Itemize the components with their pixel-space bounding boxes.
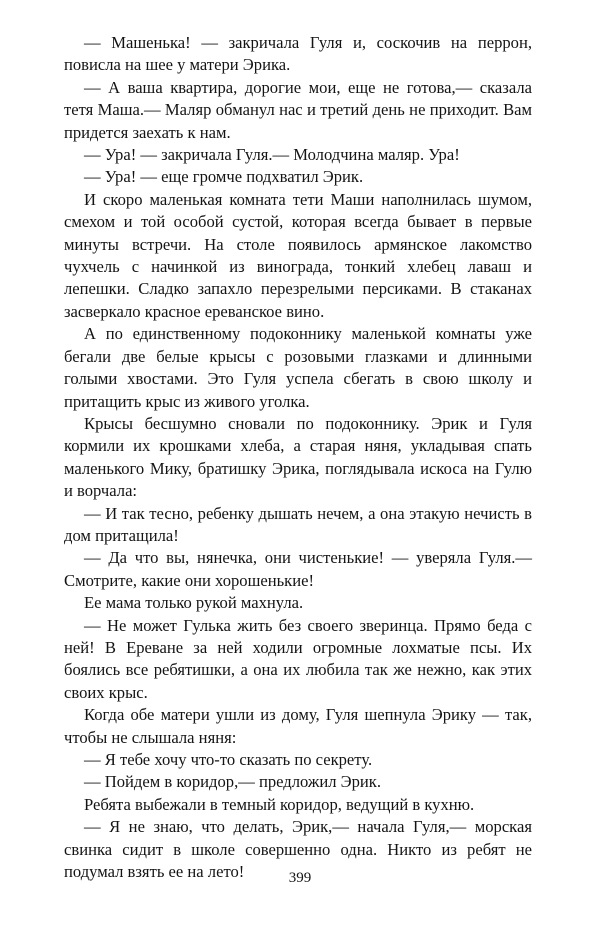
paragraph-4: — Ура! — еще громче подхватил Эрик.: [84, 167, 364, 187]
paragraph-16: — Я не знаю, что делать, Эрик,— начала Гуля,— морская свинка сидит в школе совершенно одна. Никто из ребят не подумал взять ее на лето!: [64, 817, 532, 882]
paragraph-6: А по единственному подоконнику маленькой комнаты уже бегали две белые крысы с розовыми глазками и длинными голыми хвостами. Это Гуля успела сбегать в свою школу и притащить крыс из живого уголка.: [64, 324, 532, 411]
paragraph-7: Крысы бесшумно сновали по подоконнику. Эрик и Гуля кормили их крошками хлеба, а старая няня, укладывая спать маленького Мику, братишку Эрика, поглядывала искоса на Гулю и ворчала:: [64, 413, 532, 501]
paragraph-3: — Ура! — закричала Гуля.— Молодчина маляр. Ура!: [84, 145, 460, 165]
paragraph-8: — И так тесно, ребенку дышать нечем, а она этакую нечисть в дом притащила!: [64, 503, 532, 545]
paragraph-10: Ее мама только рукой махнула.: [84, 593, 304, 613]
paragraph-12: Когда обе матери ушли из дому, Гуля шепнула Эрику — так, чтобы не слышала няня:: [64, 705, 532, 747]
paragraph-2: — А ваша квартира, дорогие мои, еще не готова,— сказала тетя Маша.— Маляр обманул нас и третий день не приходит. Вам придется заехать к нам.: [64, 77, 532, 142]
paragraph-14: — Пойдем в коридор,— предложил Эрик.: [84, 772, 382, 792]
paragraph-11: — Не может Гулька жить без своего зверинца. Прямо беда с ней! В Ереване за ней ходили огромные лохматые псы. Их боялись все ребятишки, а она их любила так же нежно, как этих своих крыс.: [64, 615, 532, 702]
paragraph-5: И скоро маленькая комната тети Маши наполнилась шумом, смехом и той особой сустой, которая всегда бывает в первые минуты встречи. На столе появилось армянское лакомство чухчель с начинкой из винограда, тонкий хлебец лаваш и лепешки. Сладко запахло перезрелыми персиками. В стаканах засверкало красное ереванское вино.: [64, 189, 532, 321]
paragraph-13: — Я тебе хочу что-то сказать по секрету.: [84, 750, 373, 769]
paragraph-9: — Да что вы, нянечка, они чистенькие! — уверяла Гуля.— Смотрите, какие они хорошенькие!: [64, 548, 532, 590]
book-page-text: [64, 32, 532, 883]
paragraph-15: Ребята выбежали в темный коридор, ведущий в кухню.: [84, 794, 475, 814]
page-number: 399: [288, 870, 312, 886]
paragraph-1: — Машенька! — закричала Гуля и, соскочив на перрон, повисла на шее у матери Эрика.: [64, 33, 532, 75]
